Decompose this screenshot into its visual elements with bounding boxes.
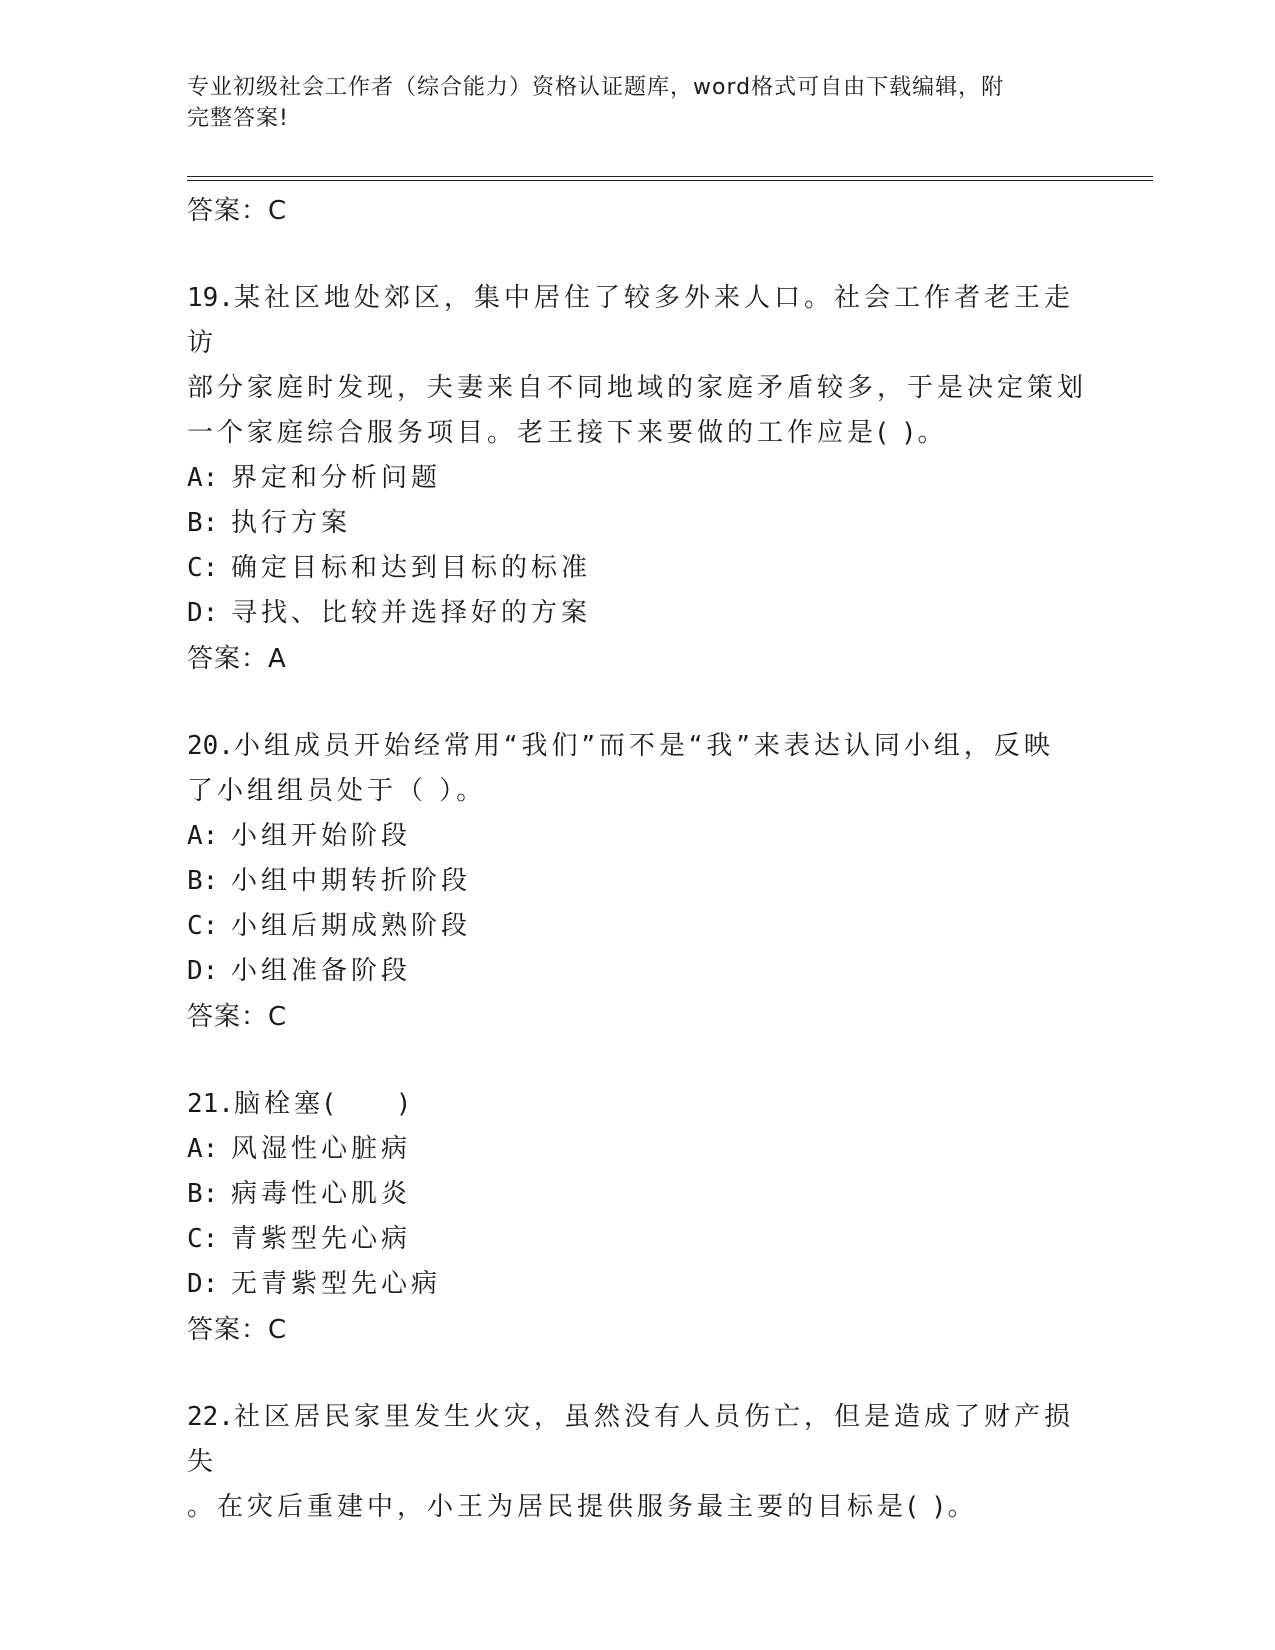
question-line-1 (187, 1082, 1087, 1127)
option-a (187, 1127, 1087, 1172)
answer: 答案：C (187, 1002, 288, 1032)
question-list (187, 188, 1087, 1530)
option-a (187, 814, 1087, 859)
answer: 答案：A (187, 644, 287, 674)
question-22 (187, 1395, 1087, 1530)
option-b (187, 1172, 1087, 1217)
option-key: C: (187, 1224, 219, 1254)
option-key: B: (187, 1179, 219, 1209)
option-key: D: (187, 598, 219, 628)
option-key: C: (187, 911, 219, 941)
spacer (187, 1040, 1087, 1082)
option-c (187, 546, 1087, 591)
question-text (187, 276, 1087, 456)
spacer (187, 682, 1087, 724)
question-text (187, 1395, 1087, 1530)
option-key: A: (187, 463, 219, 493)
page-header (187, 72, 1067, 134)
option-text: 小组中期转折阶段 (231, 866, 472, 896)
question-line-2: 。在灾后重建中，小王为居民提供服务最主要的目标是( )。 (187, 1492, 978, 1522)
option-c (187, 904, 1087, 949)
option-text: 界定和分析问题 (231, 463, 442, 493)
spacer (187, 234, 1087, 276)
option-text: 小组后期成熟阶段 (231, 911, 472, 941)
question-line-1 (187, 724, 1087, 769)
question-number: 20. (187, 731, 234, 761)
question-line-text: 小组成员开始经常用“我们”而不是“我”来表达认同小组，反映 (233, 731, 1054, 761)
option-text: 青紫型先心病 (231, 1224, 412, 1254)
answer: 答案：C (187, 1315, 288, 1345)
answer-previous: 答案：C (187, 196, 288, 226)
option-key: B: (187, 508, 219, 538)
option-b (187, 501, 1087, 546)
question-line-text: 社区居民家里发生火灾，虽然没有人员伤亡，但是造成了财产损失 (187, 1402, 1074, 1477)
question-19 (187, 276, 1087, 682)
option-text: 小组准备阶段 (231, 956, 412, 986)
question-line-1 (187, 1395, 1087, 1485)
header-divider (187, 176, 1153, 181)
question-line-3: 一个家庭综合服务项目。老王接下来要做的工作应是( )。 (187, 418, 948, 448)
option-text: 确定目标和达到目标的标准 (231, 553, 592, 583)
option-text: 小组开始阶段 (231, 821, 412, 851)
option-b (187, 859, 1087, 904)
question-line-text: 脑栓塞( ) (233, 1089, 413, 1119)
option-text: 风湿性心脏病 (231, 1134, 412, 1164)
option-key: D: (187, 956, 219, 986)
option-d (187, 949, 1087, 994)
question-number: 22. (187, 1402, 234, 1432)
option-key: A: (187, 821, 219, 851)
question-20 (187, 724, 1087, 1040)
question-line-2: 部分家庭时发现，夫妻来自不同地域的家庭矛盾较多，于是决定策划 (187, 373, 1088, 403)
option-d (187, 591, 1087, 636)
question-line-1 (187, 276, 1087, 366)
header-line-1: 专业初级社会工作者（综合能力）资格认证题库，word格式可自由下载编辑，附 (187, 75, 1005, 100)
question-21 (187, 1082, 1087, 1353)
option-d (187, 1262, 1087, 1307)
question-text (187, 724, 1087, 814)
option-text: 执行方案 (231, 508, 352, 538)
option-c (187, 1217, 1087, 1262)
question-number: 19. (187, 283, 234, 313)
question-number: 21. (187, 1089, 234, 1119)
option-text: 寻找、比较并选择好的方案 (231, 598, 592, 628)
header-line-2: 完整答案! (187, 106, 289, 131)
question-text (187, 1082, 1087, 1127)
option-key: B: (187, 866, 219, 896)
option-key: A: (187, 1134, 219, 1164)
option-a (187, 456, 1087, 501)
spacer (187, 1353, 1087, 1395)
option-text: 病毒性心肌炎 (231, 1179, 412, 1209)
option-text: 无青紫型先心病 (231, 1269, 442, 1299)
question-line-text: 某社区地处郊区，集中居住了较多外来人口。社会工作者老王走访 (187, 283, 1074, 358)
option-key: C: (187, 553, 219, 583)
question-line-2: 了小组组员处于（ ）。 (187, 776, 487, 806)
option-key: D: (187, 1269, 219, 1299)
